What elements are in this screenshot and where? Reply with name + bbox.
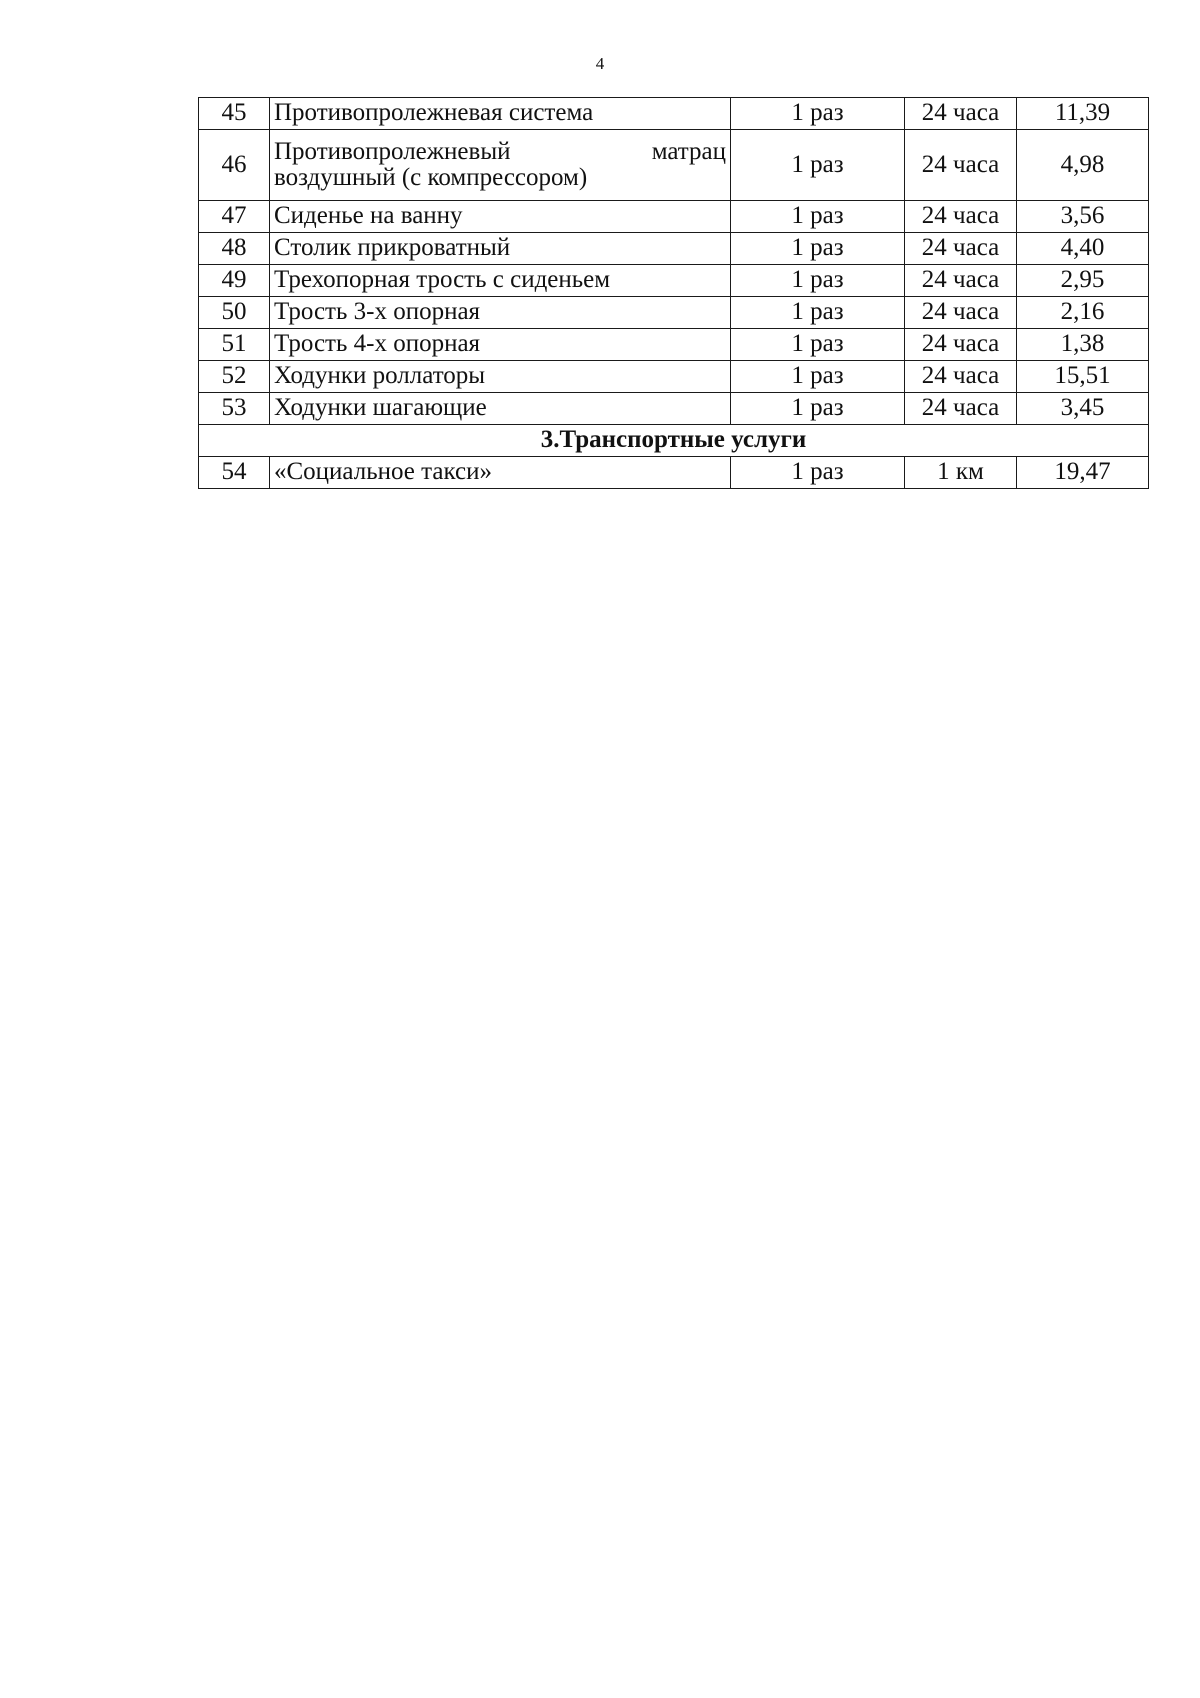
row-number: 51 (199, 329, 270, 361)
table-row (199, 329, 1149, 361)
service-name: Сиденье на ванну (270, 201, 731, 233)
row-number: 47 (199, 201, 270, 233)
table-row (199, 457, 1149, 489)
table-row (199, 130, 1149, 201)
service-frequency: 1 раз (731, 457, 905, 489)
service-name: Трость 4-х опорная (270, 329, 731, 361)
service-name: Трехопорная трость с сиденьем (270, 265, 731, 297)
service-price: 19,47 (1017, 457, 1149, 489)
service-frequency: 1 раз (731, 361, 905, 393)
service-price: 3,45 (1017, 393, 1149, 425)
service-name: Трость 3-х опорная (270, 297, 731, 329)
page-number: 4 (595, 54, 605, 73)
service-period: 24 часа (905, 98, 1017, 130)
row-number: 52 (199, 361, 270, 393)
table-row (199, 297, 1149, 329)
service-frequency: 1 раз (731, 233, 905, 265)
service-period: 24 часа (905, 393, 1017, 425)
table-row (199, 265, 1149, 297)
row-number: 48 (199, 233, 270, 265)
table-row (199, 98, 1149, 130)
service-name: Ходунки шагающие (270, 393, 731, 425)
service-frequency: 1 раз (731, 297, 905, 329)
service-name: Противопролежневая система (270, 98, 731, 130)
service-name: Ходунки роллаторы (270, 361, 731, 393)
service-period: 24 часа (905, 130, 1017, 201)
service-period: 1 км (905, 457, 1017, 489)
service-frequency: 1 раз (731, 329, 905, 361)
service-price: 2,95 (1017, 265, 1149, 297)
row-number: 49 (199, 265, 270, 297)
service-price: 11,39 (1017, 98, 1149, 130)
service-price: 1,38 (1017, 329, 1149, 361)
service-frequency: 1 раз (731, 265, 905, 297)
section-title: 3.Транспортные услуги (199, 425, 1149, 457)
services-price-table (198, 97, 1149, 489)
service-name: Столик прикроватный (270, 233, 731, 265)
service-price: 4,98 (1017, 130, 1149, 201)
table-row (199, 233, 1149, 265)
service-name: «Социальное такси» (270, 457, 731, 489)
section-header-row (199, 425, 1149, 457)
service-frequency: 1 раз (731, 130, 905, 201)
row-number: 45 (199, 98, 270, 130)
service-period: 24 часа (905, 265, 1017, 297)
row-number: 50 (199, 297, 270, 329)
service-name-part: Противопролежневый (274, 137, 511, 165)
service-price: 2,16 (1017, 297, 1149, 329)
service-price: 4,40 (1017, 233, 1149, 265)
row-number: 54 (199, 457, 270, 489)
service-name (270, 130, 731, 201)
table-row (199, 361, 1149, 393)
service-name-part: матрац (651, 137, 726, 165)
table-row (199, 393, 1149, 425)
service-name-part: воздушный (с компрессором) (274, 164, 588, 191)
row-number: 46 (199, 130, 270, 201)
row-number: 53 (199, 393, 270, 425)
service-frequency: 1 раз (731, 393, 905, 425)
service-period: 24 часа (905, 329, 1017, 361)
service-price: 15,51 (1017, 361, 1149, 393)
table-row (199, 201, 1149, 233)
service-price: 3,56 (1017, 201, 1149, 233)
service-period: 24 часа (905, 297, 1017, 329)
service-frequency: 1 раз (731, 98, 905, 130)
service-period: 24 часа (905, 361, 1017, 393)
service-period: 24 часа (905, 233, 1017, 265)
service-frequency: 1 раз (731, 201, 905, 233)
service-period: 24 часа (905, 201, 1017, 233)
